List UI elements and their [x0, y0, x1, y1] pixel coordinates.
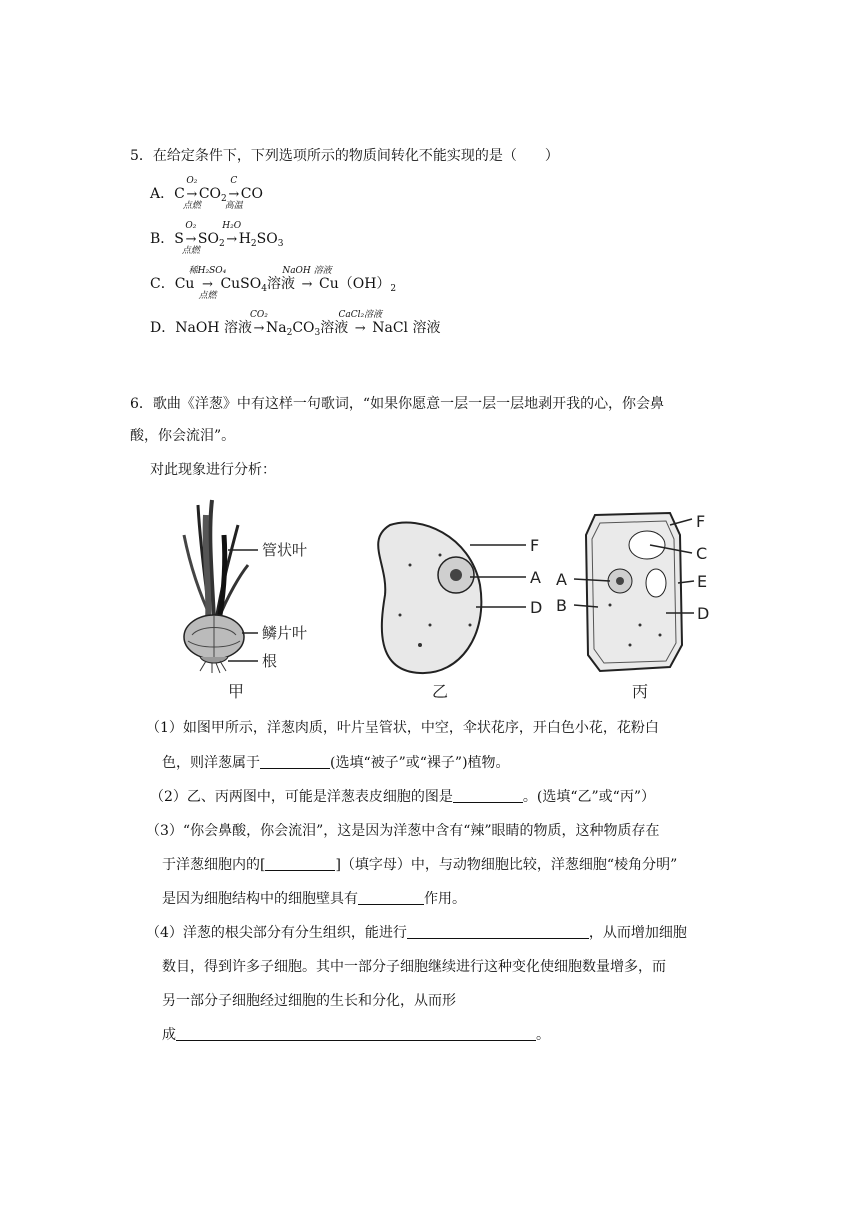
- label-tubular-leaf: 管状叶: [262, 541, 308, 559]
- bing-label-f: F: [696, 512, 706, 531]
- label-root: 根: [262, 652, 278, 670]
- caption-bing: 丙: [632, 682, 649, 701]
- answer-blank-6[interactable]: [176, 1025, 536, 1041]
- answer-blank-5[interactable]: [407, 923, 589, 939]
- cell-diagram-bing: [556, 512, 709, 701]
- q6-stem-line1: 6．歌曲《洋葱》中有这样一句歌词，“如果你愿意一层一层一层地剥开我的心，你会鼻: [130, 396, 665, 412]
- reaction-arrow: H₂O →: [222, 221, 242, 247]
- onion-plant-diagram: [184, 500, 307, 701]
- bing-label-c: C: [696, 544, 708, 563]
- caption-yi: 乙: [432, 682, 449, 701]
- reaction-arrow: O₂ → 点燃: [182, 176, 201, 211]
- answer-blank-2[interactable]: [453, 787, 523, 803]
- option-label: B．: [150, 231, 175, 247]
- q6-part3-line3: 是因为细胞结构中的细胞壁具有 作用。: [162, 891, 466, 907]
- q5-stem: 5．在给定条件下，下列选项所示的物质间转化不能实现的是（ ）: [130, 148, 559, 164]
- q6-part3-line1: （3）“你会鼻酸，你会流泪”，这是因为洋葱中含有“辣”眼睛的物质，这种物质存在: [146, 823, 660, 839]
- formula: CO: [198, 186, 222, 202]
- caption-jia: 甲: [228, 682, 245, 701]
- reaction-arrow: NaOH 溶液 →: [282, 266, 332, 292]
- bing-label-e: E: [697, 572, 708, 591]
- yi-label-a: A: [530, 568, 541, 587]
- onion-figure: [170, 495, 710, 710]
- q5-option-b: B．S O₂ → 点燃 $SO_2$ H₂O → $H_2SO_3$: [150, 221, 284, 256]
- q6-part1-line1: （1）如图甲所示，洋葱肉质，叶片呈管状，中空，伞状花序，开白色小花，花粉白: [146, 720, 659, 736]
- option-label: D．: [150, 320, 176, 336]
- option-label: C．: [150, 276, 175, 292]
- reaction-arrow: CaCl₂溶液 →: [338, 310, 383, 336]
- q6-part4-line4: 成 。: [162, 1027, 550, 1043]
- formula: C: [174, 186, 185, 202]
- bing-label-d: D: [697, 604, 710, 623]
- q6-stem-line2: 酸，你会流泪”。: [130, 428, 236, 444]
- option-label: A．: [150, 186, 175, 202]
- q6-intro: 对此现象进行分析：: [150, 462, 276, 478]
- q6-part4-line2: 数目，得到许多子细胞。其中一部分子细胞继续进行这种变化使细胞数量增多，而: [162, 959, 666, 975]
- q6-part1-line2: 色，则洋葱属于 (选填“被子”或“裸子”)植物。: [162, 755, 510, 771]
- reaction-arrow: CO₂ →: [250, 310, 268, 336]
- yi-label-f: F: [530, 536, 540, 555]
- cell-diagram-yi: [378, 523, 542, 702]
- q6-part2: （2）乙、丙两图中，可能是洋葱表皮细胞的图是 。(选填“乙”或“丙”）: [150, 789, 655, 805]
- reaction-arrow: O₂ → 点燃: [181, 221, 200, 256]
- answer-blank-4[interactable]: [358, 889, 424, 905]
- q5-option-c: C．Cu 稀H₂SO₄ → 点燃 CuSO$_4$溶液 NaOH 溶液 → $Cu(OH)_2$: [150, 266, 397, 301]
- bing-label-b: B: [556, 596, 567, 615]
- answer-blank-1[interactable]: [260, 753, 330, 769]
- q6-part4-line3: 另一部分子细胞经过细胞的生长和分化，从而形: [162, 993, 456, 1009]
- reaction-arrow: 稀H₂SO₄ → 点燃: [188, 266, 227, 301]
- q5-option-a: A．C O₂ → 点燃 $CO_2$ C → 高温 CO: [150, 176, 263, 211]
- q6-part3-line2: 于洋葱细胞内的[ ]（填字母）中，与动物细胞比较，洋葱细胞“棱角分明”: [162, 857, 678, 873]
- yi-label-d: D: [530, 598, 543, 617]
- reaction-arrow: C → 高温: [224, 176, 243, 211]
- formula: CO: [240, 186, 263, 202]
- bing-label-a: A: [556, 570, 567, 589]
- answer-blank-3[interactable]: [265, 855, 335, 871]
- q5-option-d: D．NaOH 溶液 CO₂ → $Na_2CO_3$溶液 CaCl₂溶液 → NaCl 溶液: [150, 310, 441, 338]
- label-scale-leaf: 鳞片叶: [262, 624, 308, 642]
- q6-part4-line1: （4）洋葱的根尖部分有分生组织，能进行 ，从而增加细胞: [146, 925, 687, 941]
